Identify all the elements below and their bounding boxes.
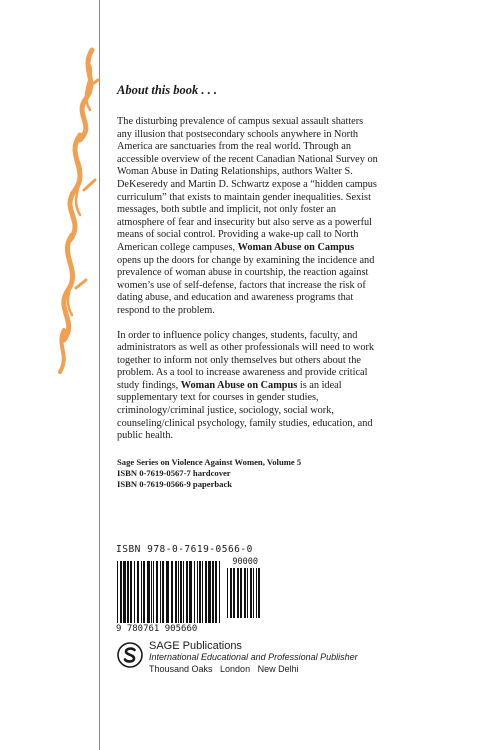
- barcode-bar: [180, 561, 182, 623]
- description-paragraph-1: The disturbing prevalence of campus sexual assault shatters any illusion that postsecondary schools anywhere in North America are sanctuaries from the real world. Through an accessible overview of the recent Canadian National Survey on Woman Abuse in Dating Relationships, authors Walter S. DeKeseredy and Martin D. Schwartz expose a “hidden campus curriculum” that exists to maintain gender inequalities. Sexist messages, both subtle and implicit, not only foster an atmosphere of fear and insecurity but also serve as a powerful means of social control. Providing a wake-up call to North American college campuses, Woman Abuse on Campus opens up the doors for change by examining the incidence and prevalence of woman abuse in courtship, the reaction against women’s use of self-defense, factors that increase the risk of dating abuse, and education and awareness programs that respond to the problem.: [117, 116, 378, 316]
- barcode-bar: [147, 561, 150, 623]
- series-line: Sage Series on Violence Against Women, Volume 5: [117, 456, 302, 467]
- barcode-bar: [143, 561, 145, 623]
- barcode-bar: [215, 561, 217, 623]
- barcode-bar: [141, 561, 142, 623]
- publisher-cities: Thousand Oaks London New Delhi: [149, 664, 299, 674]
- publisher-tagline: International Educational and Professional Publisher: [149, 652, 358, 662]
- barcode-bar: [258, 568, 260, 618]
- barcode-bar: [171, 561, 173, 623]
- barcode-bar: [120, 561, 122, 623]
- book-title-bold: Woman Abuse on Campus: [180, 379, 298, 391]
- barcode-bar: [189, 561, 192, 623]
- barcode-bar: [183, 561, 184, 623]
- barcode-bar: [117, 561, 118, 623]
- about-heading: About this book . . .: [117, 83, 218, 97]
- barcode-bar: [250, 568, 252, 618]
- publisher-block: [117, 640, 397, 676]
- barcode-bar: [202, 561, 203, 623]
- series-info: [117, 457, 379, 490]
- barcode-bar: [123, 561, 126, 623]
- description-paragraph-2: In order to influence policy changes, students, faculty, and administrators as well as other professionals will need to work together to inform not only themselves but others about the problem. As a tool to increase awareness and provide critical study findings, Woman Abuse on Campus is an ideal supplementary text for courses in gender studies, criminology/criminal justice, sociology, social work, counseling/clinical psychology, family studies, education, and public health.: [117, 329, 375, 442]
- barcode-bar: [178, 561, 179, 623]
- barcode-bar: [151, 561, 152, 623]
- book-title-bold: Woman Abuse on Campus: [237, 241, 355, 253]
- barcode-bar: [253, 568, 254, 618]
- barcode-bar: [186, 561, 188, 623]
- barcode-bar: [127, 561, 129, 623]
- barcode-bar: [256, 568, 257, 618]
- barcode-bar: [244, 568, 246, 618]
- barcode-bar: [219, 561, 220, 623]
- publisher-name: SAGE Publications: [149, 640, 242, 652]
- barcode-digits: 9 780761 905660: [116, 624, 198, 634]
- barcode-bar: [137, 561, 139, 623]
- barcode-block: [116, 544, 264, 634]
- barcode-bar: [205, 561, 207, 623]
- barcode-bar: [134, 561, 135, 623]
- barcode-bar: [175, 561, 177, 623]
- barcode-addon-bars: [226, 568, 262, 618]
- barcode-bar: [237, 568, 239, 618]
- barcode-bar: [208, 561, 211, 623]
- isbn-hardcover: ISBN 0-7619-0567-7 hardcover: [117, 467, 231, 478]
- sage-logo-icon: [117, 642, 143, 668]
- barcode-bar: [194, 561, 195, 623]
- barcode-addon-digits: 90000: [232, 557, 258, 567]
- barcode-bar: [227, 568, 228, 618]
- barcode-bars: [116, 561, 222, 623]
- barcode-bar: [247, 568, 248, 618]
- barcode-bar: [233, 568, 235, 618]
- barcode-bar: [162, 561, 164, 623]
- barcode-bar: [230, 568, 232, 618]
- barcode-isbn-text: ISBN 978-0-7619-0566-0: [116, 544, 253, 555]
- barcode-bar: [156, 561, 158, 623]
- barcode-bar: [130, 561, 132, 623]
- barcode-bar: [166, 561, 169, 623]
- isbn-paperback: ISBN 0-7619-0566-9 paperback: [117, 478, 233, 489]
- barcode-bar: [199, 561, 201, 623]
- barcode-bar: [153, 561, 154, 623]
- back-cover-text: [117, 83, 379, 490]
- barcode-bar: [160, 561, 161, 623]
- decorative-brush-strokes: [40, 40, 110, 380]
- barcode-bar: [240, 568, 242, 618]
- barcode-bar: [197, 561, 198, 623]
- barcode-bar: [212, 561, 214, 623]
